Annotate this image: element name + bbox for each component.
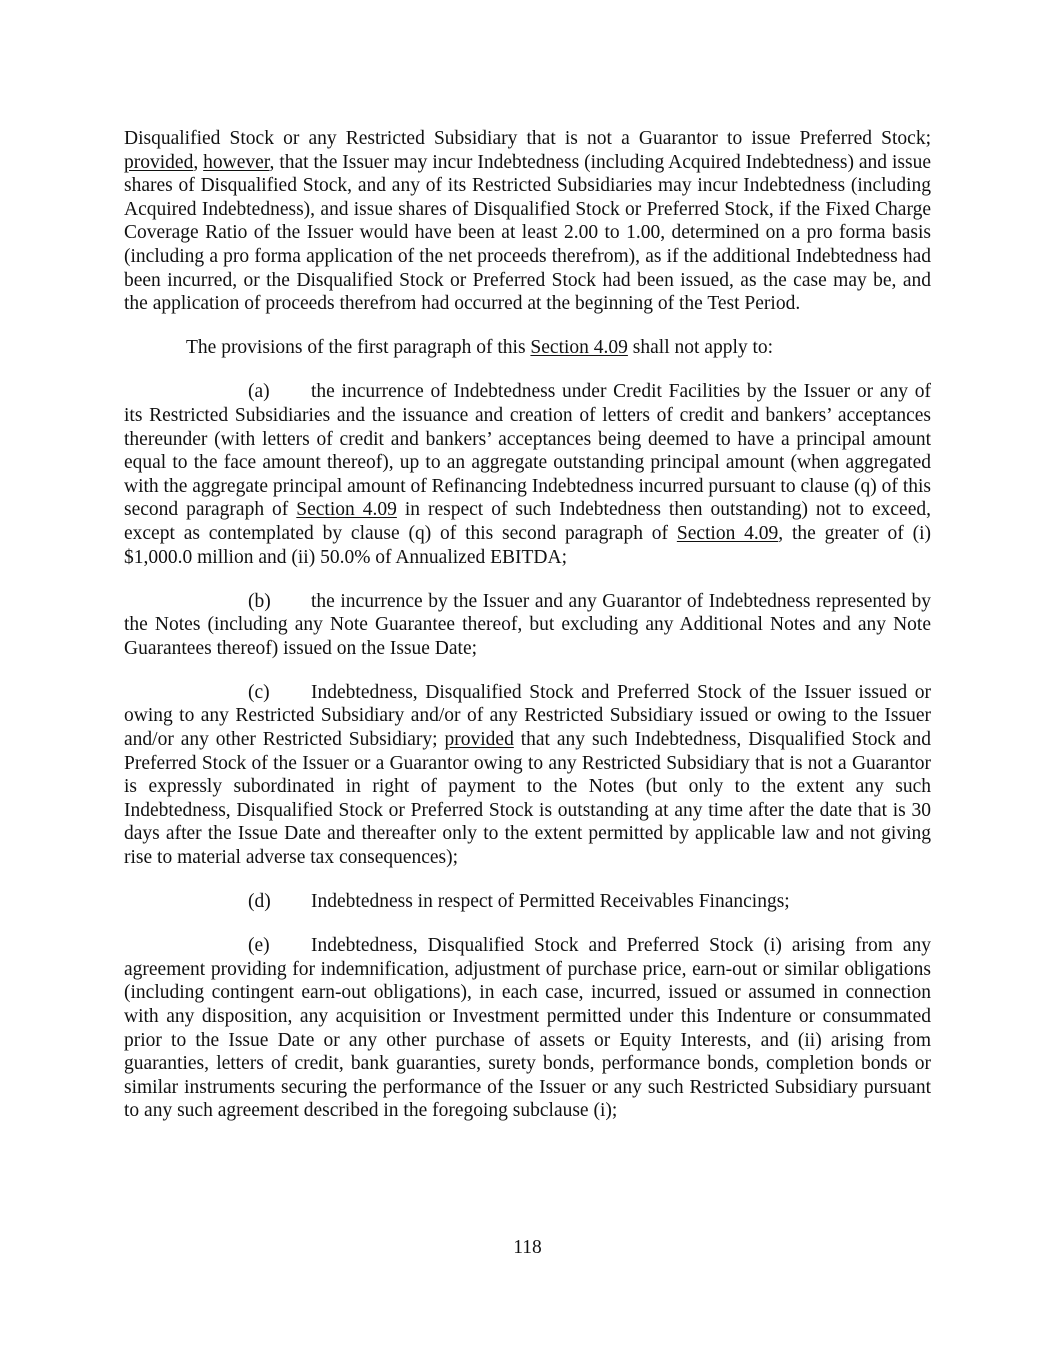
- clause-b: (b) the incurrence by the Issuer and any Guarantor of Indebtedness represented by the Notes (including any Note Guarantee thereof, but excluding any Additional Notes and any Note Guarantees thereof) issued on the Issue Date;: [124, 590, 931, 659]
- clause-a: (a) the incurrence of Indebtedness under Credit Facilities by the Issuer or any of its Restricted Subsidiaries and the issuance and creation of letters of credit and bankers’ acceptances thereunder (with letters of credit and bankers’ acceptances being deemed to have a principal amount equal to the face amount thereof), up to an aggregate outstanding principal amount (when aggregated with the aggregate principal amount of Refinancing Indebtedness incurred pursuant to clause (q) of this second paragraph of Section 4.09 in respect of such Indebtedness then outstanding) not to exceed, except as contemplated by clause (q) of this second paragraph of Section 4.09, the greater of (i) $1,000.0 million and (ii) 50.0% of Annualized EBITDA;: [124, 381, 932, 568]
- page-number: 118: [513, 1237, 542, 1258]
- clause-d: (d) Indebtedness in respect of Permitted Receivables Financings;: [248, 891, 790, 913]
- provided-term: provided: [444, 729, 514, 751]
- clause-c: (c) Indebtedness, Disqualified Stock and Preferred Stock of the Issuer issued or owing to any Restricted Subsidiary and/or of any Restricted Subsidiary issued or owing to the Issuer and/or any other Restricted Subsidiary; provided that any such Indebtedness, Disqualified Stock and Preferred Stock of the Issuer or a Guarantor owing to any Restricted Subsidiary that is not a Guarantor is expressly subordinated in right of payment to the Notes (but only to the extent any such Indebtedness, Disqualified Stock or Preferred Stock is outstanding at any time after the date that is 30 days after the Issue Date and thereafter only to the extent permitted by applicable law and not giving rise to material adverse tax consequences);: [124, 681, 931, 869]
- clause-label: (e): [248, 935, 270, 957]
- document-body: [124, 127, 931, 1123]
- provisions-paragraph: The provisions of the first paragraph of this Section 4.09 shall not apply to:: [186, 337, 774, 359]
- clause-label: (c): [248, 681, 270, 703]
- however-term: however: [203, 151, 270, 173]
- section-reference: Section 4.09: [296, 499, 397, 521]
- clause-label: (d): [248, 891, 271, 913]
- provided-term: provided: [124, 151, 194, 173]
- clause-e: (e) Indebtedness, Disqualified Stock and Preferred Stock (i) arising from any agreement providing for indemnification, adjustment of purchase price, earn-out or similar obligations (including contingent earn-out obligations), in each case, incurred, issued or assumed in connection with any disposition, any acquisition or Investment permitted under this Indenture or consummated prior to the Issue Date or any other purchase of assets or Equity Interests, and (ii) arising from guaranties, letters of credit, bank guaranties, surety bonds, performance bonds, completion bonds or similar instruments securing the performance of the Issuer or any such Restricted Subsidiary pursuant to any such agreement described in the foregoing subclause (i);: [124, 935, 931, 1122]
- clause-label: (a): [248, 381, 270, 403]
- section-reference: Section 4.09: [530, 337, 628, 359]
- intro-paragraph: Disqualified Stock or any Restricted Subsidiary that is not a Guarantor to issue Preferred Stock; provided, however, that the Issuer may incur Indebtedness (including Acquired Indebtedness) and issue shares of Disqualified Stock, and any of its Restricted Subsidiaries may incur Indebtedness (including Acquired Indebtedness), and issue shares of Disqualified Stock or Preferred Stock, if the Fixed Charge Coverage Ratio of the Issuer would have been at least 2.00 to 1.00, determined on a pro forma basis (including a pro forma application of the net proceeds therefrom), as if the additional Indebtedness had been incurred, or the Disqualified Stock or Preferred Stock had been issued, as the case may be, and the application of proceeds therefrom had occurred at the beginning of the Test Period.: [124, 128, 931, 315]
- section-reference: Section 4.09: [676, 522, 779, 544]
- clause-label: (b): [248, 590, 271, 612]
